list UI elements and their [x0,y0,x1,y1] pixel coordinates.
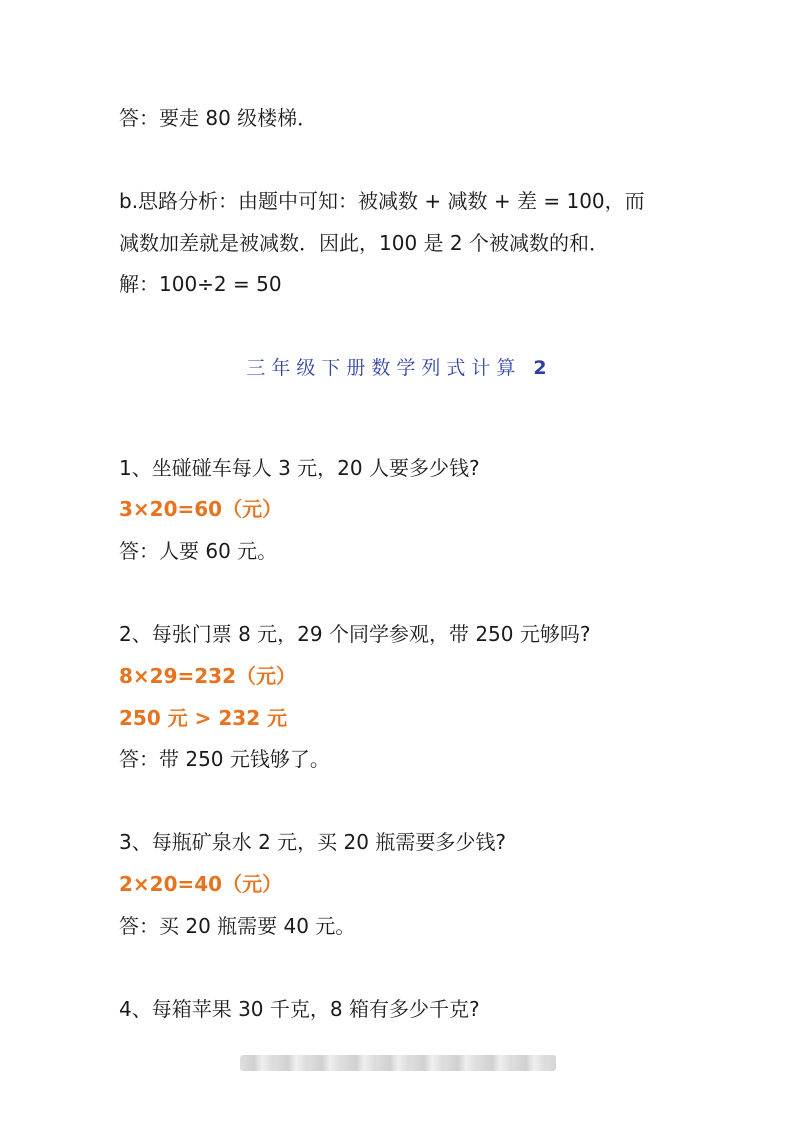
intro-analysis-line-1: b.思路分析：由题中可知：被减数 + 减数 + 差 = 100，而 [119,189,645,213]
problem-3-answer: 答：买 20 瓶需要 40 元。 [119,914,356,938]
problem-2-calc-2: 250 元 > 232 元 [119,706,288,730]
section-title-number: 2 [533,357,547,379]
intro-analysis-line-2: 减数加差就是被减数．因此，100 是 2 个被减数的和． [119,231,609,255]
section-title [0,354,793,382]
problem-2-answer: 答：带 250 元钱够了。 [119,747,330,771]
problem-3-calc: 2×20=40（元） [119,872,283,896]
problem-3-question: 3、每瓶矿泉水 2 元，买 20 瓶需要多少钱? [119,830,506,854]
problem-2-question: 2、每张门票 8 元，29 个同学参观，带 250 元够吗? [119,622,591,646]
problem-1-answer: 答：人要 60 元。 [119,539,278,563]
section-title-text: 三年级下册数学列式计算 [246,357,522,379]
intro-answer-line: 答：要走 80 级楼梯． [119,106,318,130]
problem-4-question: 4、每箱苹果 30 千克，8 箱有多少千克? [119,997,480,1021]
intro-solution-line: 解：100÷2 = 50 [119,272,282,296]
problem-1-calc: 3×20=60（元） [119,497,283,521]
problem-1-question: 1、坐碰碰车每人 3 元，20 人要多少钱? [119,456,480,480]
blurred-footer-watermark [240,1055,556,1071]
problem-2-calc-1: 8×29=232（元） [119,664,297,688]
